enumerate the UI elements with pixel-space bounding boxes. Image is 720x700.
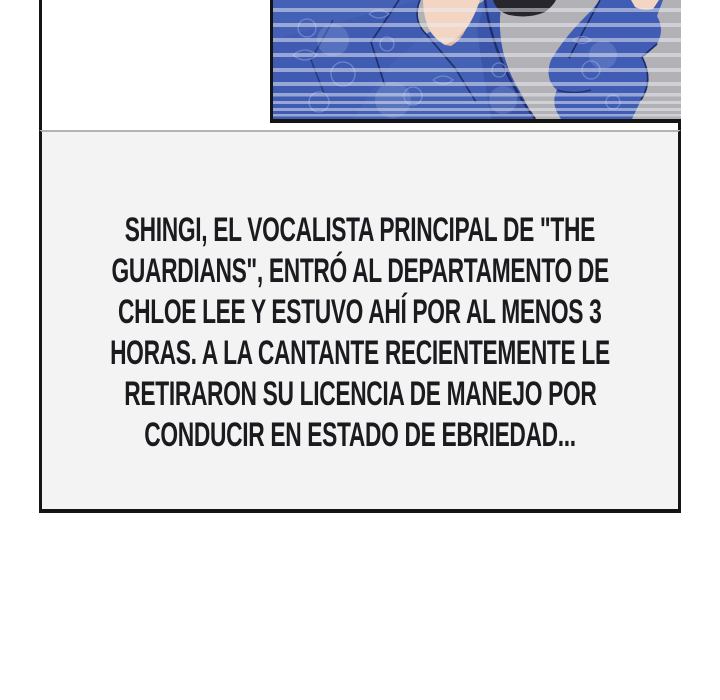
caption-line-text: GUARDIANS", ENTRÓ AL DEPARTAMENTO DE (111, 251, 609, 290)
comic-panel-artwork (273, 0, 681, 119)
comic-panel (270, 0, 681, 123)
caption-line (42, 332, 678, 373)
caption-line (42, 250, 678, 291)
caption-line (42, 414, 678, 455)
caption-text (42, 132, 678, 455)
caption-line-text: CONDUCIR EN ESTADO DE EBRIEDAD... (144, 415, 576, 454)
caption-line-text: HORAS. A LA CANTANTE RECIENTEMENTE LE (110, 333, 610, 372)
caption-line-text: SHINGI, EL VOCALISTA PRINCIPAL DE "THE (124, 210, 596, 249)
caption-line-text: RETIRARON SU LICENCIA DE MANEJO POR (123, 374, 597, 413)
caption-line (42, 209, 678, 250)
caption-box (39, 130, 681, 513)
caption-line-text: CHLOE LEE Y ESTUVO AHÍ POR AL MENOS 3 (118, 292, 602, 331)
caption-line (42, 291, 678, 332)
caption-line (42, 373, 678, 414)
